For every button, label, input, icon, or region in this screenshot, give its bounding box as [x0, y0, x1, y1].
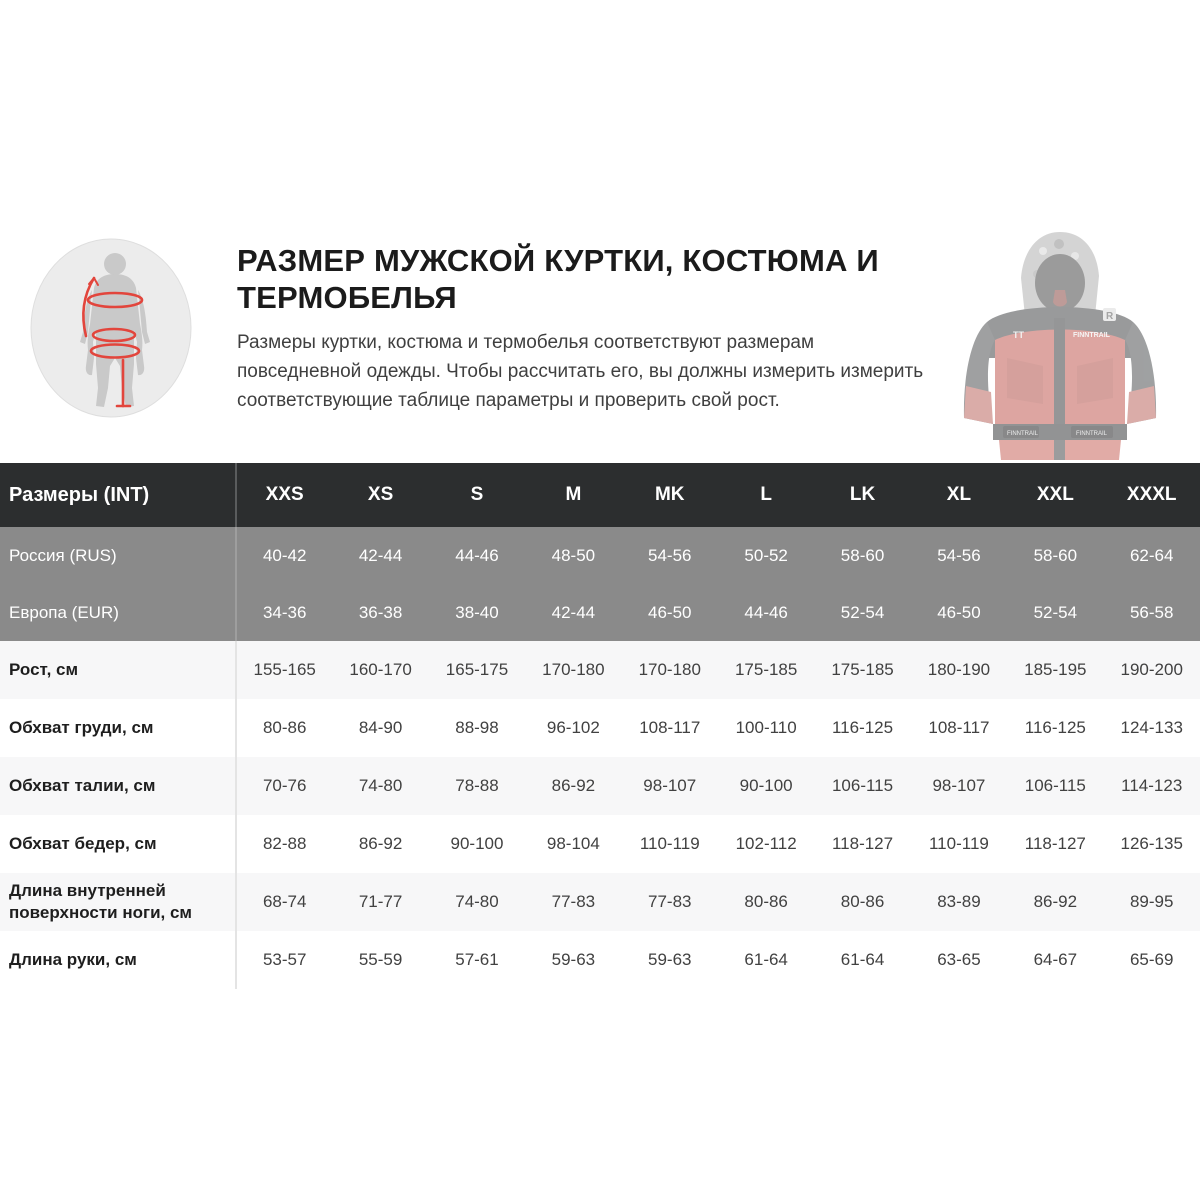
svg-text:FINNTRAIL: FINNTRAIL	[1007, 431, 1039, 437]
section-title-line2: ТЕРМОБЕЛЬЯ	[237, 280, 457, 315]
size-value-cell: 53-57	[236, 931, 332, 989]
table-corner-label: Размеры (INT)	[0, 463, 236, 527]
size-value-cell: 185-195	[1007, 641, 1103, 699]
size-guide-intro	[0, 0, 1200, 463]
size-value-cell: 124-133	[1104, 699, 1200, 757]
size-value-cell: 110-119	[622, 815, 718, 873]
size-value-cell: 165-175	[429, 641, 525, 699]
size-value-cell: 58-60	[814, 527, 910, 584]
size-value-cell: 40-42	[236, 527, 332, 584]
svg-text:FINNTRAIL: FINNTRAIL	[1073, 332, 1110, 339]
size-table-header	[0, 463, 1200, 527]
size-value-cell: 74-80	[429, 873, 525, 931]
row-label: Обхват груди, см	[0, 699, 236, 757]
size-column-header: MK	[622, 463, 718, 527]
size-value-cell: 48-50	[525, 527, 621, 584]
size-value-cell: 36-38	[332, 584, 428, 641]
body-measurement-icon	[30, 238, 192, 418]
size-value-cell: 42-44	[525, 584, 621, 641]
size-value-cell: 58-60	[1007, 527, 1103, 584]
size-value-cell: 175-185	[814, 641, 910, 699]
size-value-cell: 88-98	[429, 699, 525, 757]
size-value-cell: 190-200	[1104, 641, 1200, 699]
size-value-cell: 34-36	[236, 584, 332, 641]
size-table-body	[0, 527, 1200, 989]
size-value-cell: 62-64	[1104, 527, 1200, 584]
size-column-header: XXL	[1007, 463, 1103, 527]
size-value-cell: 98-104	[525, 815, 621, 873]
size-value-cell: 56-58	[1104, 584, 1200, 641]
size-value-cell: 90-100	[429, 815, 525, 873]
size-column-header: M	[525, 463, 621, 527]
row-label: Длина руки, см	[0, 931, 236, 989]
size-value-cell: 80-86	[718, 873, 814, 931]
size-value-cell: 70-76	[236, 757, 332, 815]
size-value-cell: 59-63	[622, 931, 718, 989]
size-value-cell: 86-92	[1007, 873, 1103, 931]
size-value-cell: 68-74	[236, 873, 332, 931]
table-row-measure-5	[0, 931, 1200, 989]
size-value-cell: 57-61	[429, 931, 525, 989]
size-value-cell: 54-56	[911, 527, 1007, 584]
size-value-cell: 86-92	[525, 757, 621, 815]
table-row-measure-4	[0, 873, 1200, 931]
size-value-cell: 170-180	[622, 641, 718, 699]
table-row-int-1	[0, 584, 1200, 641]
size-value-cell: 86-92	[332, 815, 428, 873]
size-table	[0, 463, 1200, 989]
size-value-cell: 118-127	[814, 815, 910, 873]
size-value-cell: 77-83	[622, 873, 718, 931]
section-description: Размеры куртки, костюма и термобелья соответствуют размерам повседневной одежды. Чтобы рассчитать его, вы должны измерить измерить соответствующие таблице параметры и проверить свой рост.	[237, 332, 924, 411]
size-value-cell: 116-125	[814, 699, 910, 757]
size-value-cell: 84-90	[332, 699, 428, 757]
table-row-int-0	[0, 527, 1200, 584]
size-value-cell: 50-52	[718, 527, 814, 584]
size-value-cell: 108-117	[622, 699, 718, 757]
size-value-cell: 52-54	[1007, 584, 1103, 641]
table-row-measure-1	[0, 699, 1200, 757]
size-value-cell: 100-110	[718, 699, 814, 757]
size-value-cell: 83-89	[911, 873, 1007, 931]
row-label: Россия (RUS)	[0, 527, 236, 584]
size-value-cell: 61-64	[718, 931, 814, 989]
row-label: Обхват бедер, см	[0, 815, 236, 873]
size-value-cell: 52-54	[814, 584, 910, 641]
size-value-cell: 77-83	[525, 873, 621, 931]
size-column-header: S	[429, 463, 525, 527]
jacket-product-image	[955, 226, 1165, 463]
size-value-cell: 114-123	[1104, 757, 1200, 815]
table-row-measure-2	[0, 757, 1200, 815]
size-value-cell: 55-59	[332, 931, 428, 989]
size-value-cell: 108-117	[911, 699, 1007, 757]
size-value-cell: 126-135	[1104, 815, 1200, 873]
size-value-cell: 90-100	[718, 757, 814, 815]
svg-text:R: R	[1106, 311, 1114, 322]
size-value-cell: 71-77	[332, 873, 428, 931]
size-value-cell: 110-119	[911, 815, 1007, 873]
size-value-cell: 59-63	[525, 931, 621, 989]
size-value-cell: 63-65	[911, 931, 1007, 989]
size-value-cell: 160-170	[332, 641, 428, 699]
size-value-cell: 78-88	[429, 757, 525, 815]
size-value-cell: 180-190	[911, 641, 1007, 699]
row-label: Длина внутренней поверхности ноги, см	[0, 873, 236, 931]
size-value-cell: 54-56	[622, 527, 718, 584]
size-value-cell: 74-80	[332, 757, 428, 815]
size-column-header: XS	[332, 463, 428, 527]
size-value-cell: 80-86	[814, 873, 910, 931]
size-value-cell: 118-127	[1007, 815, 1103, 873]
size-table-header-row	[0, 463, 1200, 527]
size-value-cell: 106-115	[1007, 757, 1103, 815]
size-value-cell: 96-102	[525, 699, 621, 757]
svg-text:FINNTRAIL: FINNTRAIL	[1076, 431, 1108, 437]
row-label: Европа (EUR)	[0, 584, 236, 641]
size-value-cell: 44-46	[718, 584, 814, 641]
size-value-cell: 82-88	[236, 815, 332, 873]
size-value-cell: 44-46	[429, 527, 525, 584]
size-value-cell: 98-107	[622, 757, 718, 815]
section-title	[237, 242, 957, 316]
size-value-cell: 65-69	[1104, 931, 1200, 989]
size-column-header: L	[718, 463, 814, 527]
size-value-cell: 42-44	[332, 527, 428, 584]
size-column-header: XXXL	[1104, 463, 1200, 527]
svg-text:TT: TT	[1013, 330, 1024, 340]
size-value-cell: 80-86	[236, 699, 332, 757]
size-value-cell: 175-185	[718, 641, 814, 699]
size-column-header: XL	[911, 463, 1007, 527]
size-value-cell: 116-125	[1007, 699, 1103, 757]
section-title-line1: РАЗМЕР МУЖСКОЙ КУРТКИ, КОСТЮМА И	[237, 243, 879, 278]
size-value-cell: 106-115	[814, 757, 910, 815]
row-label: Рост, см	[0, 641, 236, 699]
size-value-cell: 102-112	[718, 815, 814, 873]
size-column-header: XXS	[236, 463, 332, 527]
size-value-cell: 61-64	[814, 931, 910, 989]
size-value-cell: 170-180	[525, 641, 621, 699]
table-row-measure-0	[0, 641, 1200, 699]
row-label: Обхват талии, см	[0, 757, 236, 815]
size-value-cell: 155-165	[236, 641, 332, 699]
size-value-cell: 64-67	[1007, 931, 1103, 989]
size-column-header: LK	[814, 463, 910, 527]
size-value-cell: 46-50	[911, 584, 1007, 641]
size-value-cell: 38-40	[429, 584, 525, 641]
size-value-cell: 89-95	[1104, 873, 1200, 931]
size-value-cell: 46-50	[622, 584, 718, 641]
size-value-cell: 98-107	[911, 757, 1007, 815]
table-row-measure-3	[0, 815, 1200, 873]
